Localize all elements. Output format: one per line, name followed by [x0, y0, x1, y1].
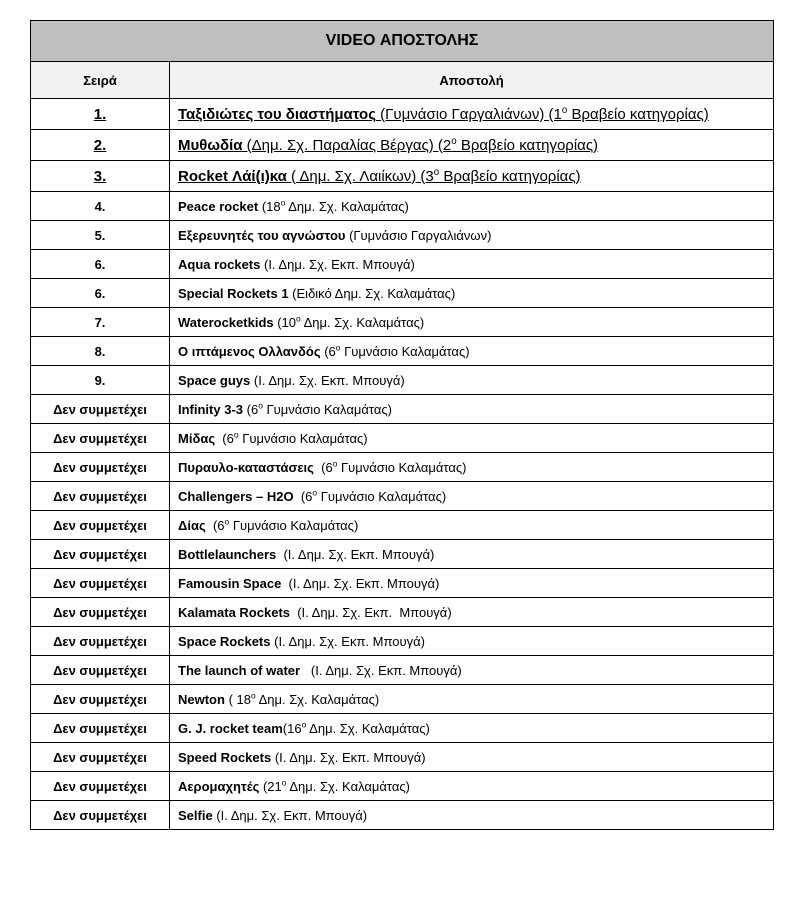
team-name: Ταξιδιώτες του διαστήματος [178, 105, 376, 123]
rank-cell: Δεν συμμετέχει [31, 772, 170, 801]
table-row [31, 221, 774, 250]
team-name: Rocket Λάί(ι)κα [178, 167, 287, 185]
ordinal-superscript: ο [451, 135, 457, 147]
ordinal-superscript: ο [296, 313, 301, 324]
rank-cell: Δεν συμμετέχει [31, 598, 170, 627]
school-info-suffix: Γυμνάσιο Καλαμάτας) [262, 401, 392, 417]
team-name: Challengers – H2O [178, 488, 294, 504]
results-table [30, 20, 774, 830]
ordinal-superscript: ο [332, 458, 338, 469]
table-row [31, 743, 774, 772]
school-info: (10 [273, 314, 297, 330]
school-info-suffix: Γυμνάσιο Καλαμάτας) [238, 430, 368, 446]
school-info-suffix: Δημ. Σχ. Καλαμάτας) [306, 720, 430, 736]
rank-cell: Δεν συμμετέχει [31, 685, 170, 714]
table-title: VIDEO ΑΠΟΣΤΟΛΗΣ [31, 21, 774, 62]
rank-cell: 1. [31, 99, 170, 130]
school-info: (6 [243, 401, 259, 417]
rank-cell: 7. [31, 308, 170, 337]
team-name: Speed Rockets [178, 749, 272, 765]
rank-cell: Δεν συμμετέχει [31, 569, 170, 598]
school-info-suffix: Γυμνάσιο Καλαμάτας) [229, 517, 359, 533]
rank-cell: 6. [31, 250, 170, 279]
table-row [31, 424, 774, 453]
ordinal-superscript: ο [335, 342, 341, 353]
school-info: (6 [215, 430, 234, 446]
mission-cell [170, 685, 774, 714]
mission-cell [170, 130, 774, 161]
school-info: (Ι. Δημ. Σχ. Εκπ. Μπουγά) [300, 662, 462, 678]
team-name: Space Rockets [178, 633, 271, 649]
ordinal-superscript: ο [433, 166, 440, 178]
team-name: Bottlelaunchers [178, 546, 277, 562]
team-name: Selfie [178, 807, 213, 823]
school-info: (Ι. Δημ. Σχ. Εκπ. Μπουγά) [212, 807, 368, 823]
school-info-suffix: Δημ. Σχ. Καλαμάτας) [300, 314, 425, 330]
table-row [31, 540, 774, 569]
table-row [31, 366, 774, 395]
team-name: Kalamata Rockets [178, 604, 290, 620]
team-name: Infinity 3-3 [178, 401, 244, 417]
rank-cell: 3. [31, 161, 170, 192]
school-info: (Δημ. Σχ. Παραλίας Βέργας) (2 [242, 136, 452, 154]
team-name: Waterocketkids [178, 314, 274, 330]
school-info: (Ι. Δημ. Σχ. Εκπ. Μπουγά) [276, 546, 435, 562]
school-info: (Ι. Δημ. Σχ. Εκπ. Μπουγά) [250, 372, 405, 388]
table-row [31, 569, 774, 598]
school-info-suffix: Γυμνάσιο Καλαμάτας) [337, 459, 467, 475]
ordinal-superscript: ο [280, 197, 286, 208]
table-row [31, 279, 774, 308]
team-name: The launch of water [178, 662, 301, 678]
mission-cell [170, 308, 774, 337]
rank-cell: 2. [31, 130, 170, 161]
team-name: Newton [178, 691, 225, 707]
team-name: Αερομαχητές [178, 778, 260, 794]
rank-cell: Δεν συμμετέχει [31, 627, 170, 656]
mission-cell [170, 540, 774, 569]
team-name: Space guys [178, 372, 251, 388]
table-row [31, 714, 774, 743]
mission-cell [170, 743, 774, 772]
mission-cell [170, 482, 774, 511]
school-info: (Γυμνάσιο Γαργαλιάνων) [345, 227, 492, 243]
team-name: Μίδας [178, 430, 216, 446]
school-info-suffix: Βραβείο κατηγορίας) [439, 167, 581, 185]
mission-cell [170, 424, 774, 453]
school-info: (21 [259, 778, 282, 794]
team-name: Famousin Space [178, 575, 282, 591]
ordinal-superscript: ο [250, 690, 256, 701]
table-title-row [31, 21, 774, 62]
rank-cell: 5. [31, 221, 170, 250]
mission-cell [170, 395, 774, 424]
school-info: (18 [258, 198, 281, 214]
mission-cell [170, 598, 774, 627]
mission-cell [170, 192, 774, 221]
rank-cell: Δεν συμμετέχει [31, 743, 170, 772]
rank-cell: Δεν συμμετέχει [31, 395, 170, 424]
rank-cell: Δεν συμμετέχει [31, 801, 170, 830]
table-row [31, 395, 774, 424]
table-row [31, 192, 774, 221]
school-info: (16 [282, 720, 302, 736]
mission-cell [170, 250, 774, 279]
team-name: Δίας [178, 517, 206, 533]
mission-cell [170, 161, 774, 192]
mission-cell [170, 801, 774, 830]
team-name: Ο ιπτάμενος Ολλανδός [178, 343, 321, 359]
table-row [31, 453, 774, 482]
school-info-suffix: Βραβείο κατηγορίας) [567, 105, 709, 123]
table-row [31, 685, 774, 714]
school-info-suffix: Γυμνάσιο Καλαμάτας) [340, 343, 470, 359]
table-row [31, 801, 774, 830]
table-body [31, 99, 774, 830]
table-row [31, 598, 774, 627]
rank-cell: Δεν συμμετέχει [31, 511, 170, 540]
ordinal-superscript: ο [224, 516, 230, 527]
table-row [31, 337, 774, 366]
rank-cell: Δεν συμμετέχει [31, 424, 170, 453]
team-name: Πυραυλο-καταστάσεις [178, 459, 314, 475]
team-name: G. J. rocket team [178, 720, 283, 736]
ordinal-superscript: ο [233, 429, 239, 440]
ordinal-superscript: ο [561, 104, 568, 116]
table-row [31, 772, 774, 801]
school-info: ( Δημ. Σχ. Λαιίκων) (3 [286, 167, 434, 185]
table-row [31, 511, 774, 540]
rank-cell: Δεν συμμετέχει [31, 453, 170, 482]
mission-cell [170, 656, 774, 685]
mission-cell [170, 366, 774, 395]
rank-cell: 8. [31, 337, 170, 366]
team-name: Μυθωδία [178, 136, 243, 154]
school-info: (Ι. Δημ. Σχ. Εκπ. Μπουγά) [271, 749, 426, 765]
ordinal-superscript: ο [301, 719, 307, 730]
school-info: (6 [313, 459, 333, 475]
school-info: (Γυμνάσιο Γαργαλιάνων) (1 [376, 105, 562, 123]
table-row [31, 308, 774, 337]
school-info-suffix: Δημ. Σχ. Καλαμάτας) [285, 198, 409, 214]
school-info-suffix: Βραβείο κατηγορίας) [456, 136, 599, 154]
rank-cell: Δεν συμμετέχει [31, 540, 170, 569]
school-info: (Ειδικό Δημ. Σχ. Καλαμάτας) [288, 285, 456, 301]
table-row [31, 482, 774, 511]
school-info-suffix: Δημ. Σχ. Καλαμάτας) [255, 691, 380, 707]
rank-cell: Δεν συμμετέχει [31, 714, 170, 743]
ordinal-superscript: ο [258, 400, 263, 411]
school-info-suffix: Δημ. Σχ. Καλαμάτας) [286, 778, 410, 794]
mission-cell [170, 569, 774, 598]
mission-column-header: Αποστολή [170, 62, 774, 99]
school-info: (Ι. Δημ. Σχ. Εκπ. Μπουγά) [281, 575, 440, 591]
school-info: ( 18 [224, 691, 251, 707]
ordinal-superscript: ο [312, 487, 318, 498]
rank-column-header: Σειρά [31, 62, 170, 99]
rank-cell: 6. [31, 279, 170, 308]
table-row [31, 99, 774, 130]
mission-cell [170, 714, 774, 743]
rank-cell: Δεν συμμετέχει [31, 482, 170, 511]
rank-cell: 4. [31, 192, 170, 221]
table-row [31, 161, 774, 192]
school-info: (6 [320, 343, 336, 359]
mission-cell [170, 221, 774, 250]
mission-cell [170, 627, 774, 656]
mission-cell [170, 453, 774, 482]
rank-cell: Δεν συμμετέχει [31, 656, 170, 685]
rank-cell: 9. [31, 366, 170, 395]
table-row [31, 627, 774, 656]
team-name: Εξερευνητές του αγνώστου [178, 227, 346, 243]
school-info: (6 [293, 488, 313, 504]
team-name: Peace rocket [178, 198, 259, 214]
table-header-row [31, 62, 774, 99]
mission-cell [170, 511, 774, 540]
ordinal-superscript: ο [281, 777, 287, 788]
mission-cell [170, 337, 774, 366]
table-row [31, 130, 774, 161]
school-info: (Ι. Δημ. Σχ. Εκπ. Μπουγά) [260, 256, 415, 272]
school-info: (Ι. Δημ. Σχ. Εκπ. Μπουγά) [270, 633, 425, 649]
table-row [31, 656, 774, 685]
table-row [31, 250, 774, 279]
team-name: Aqua rockets [178, 256, 261, 272]
school-info: (Ι. Δημ. Σχ. Εκπ. Μπουγά) [290, 604, 452, 620]
team-name: Special Rockets 1 [178, 285, 289, 301]
school-info-suffix: Γυμνάσιο Καλαμάτας) [317, 488, 447, 504]
mission-cell [170, 772, 774, 801]
mission-cell [170, 279, 774, 308]
school-info: (6 [205, 517, 225, 533]
mission-cell [170, 99, 774, 130]
